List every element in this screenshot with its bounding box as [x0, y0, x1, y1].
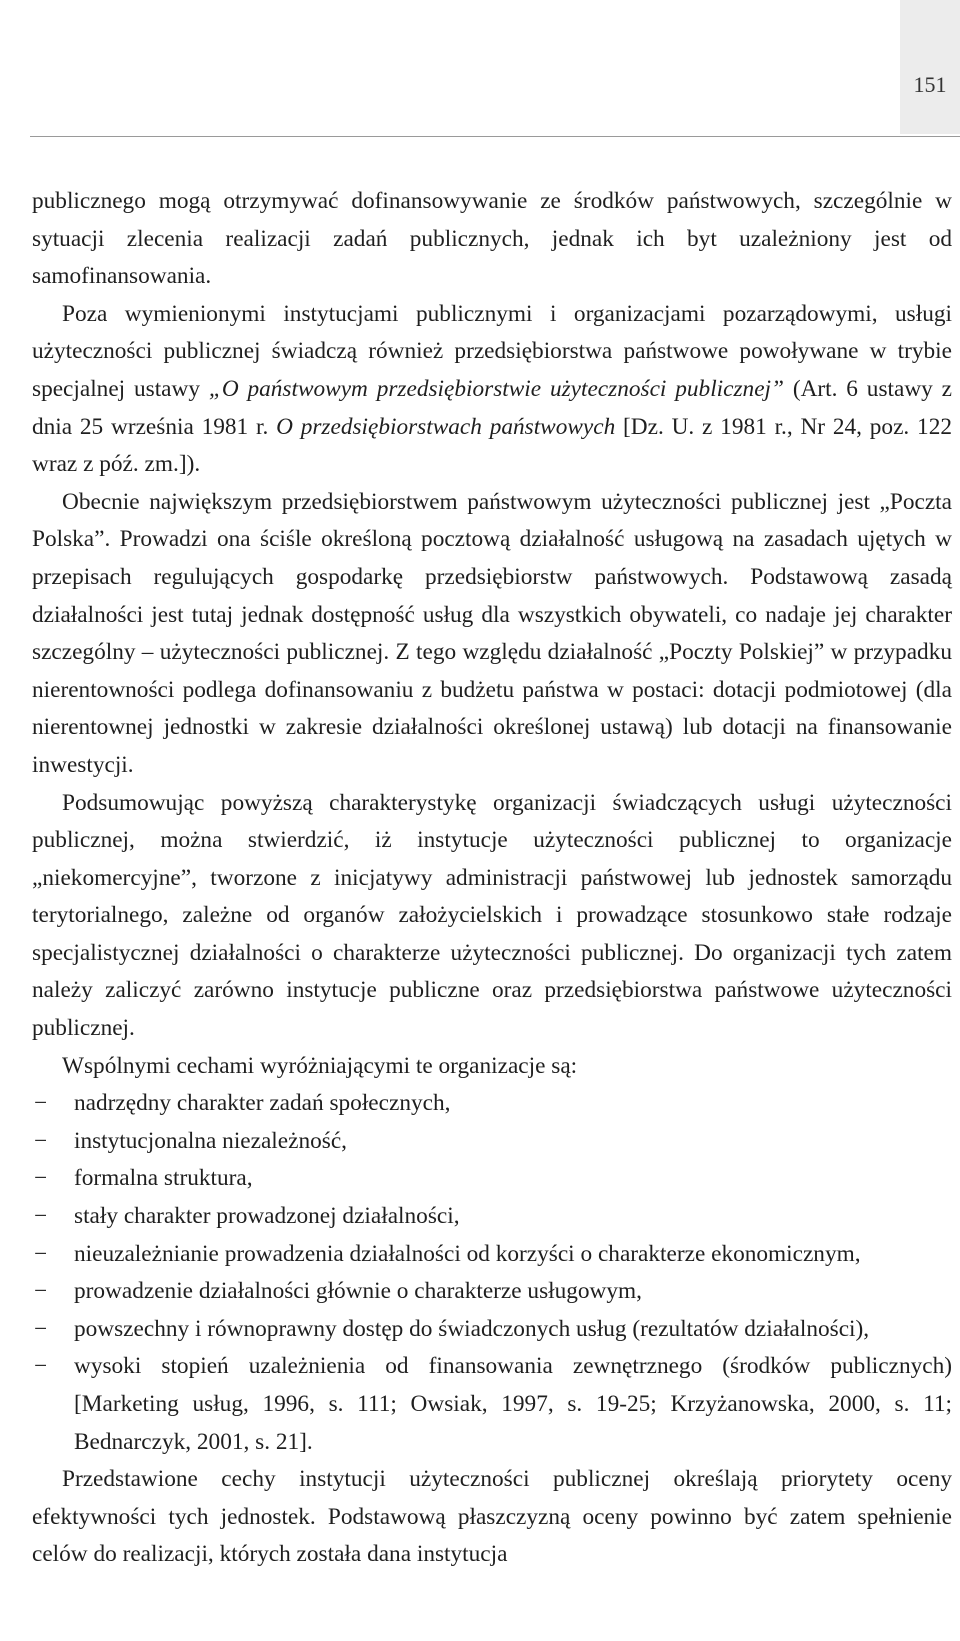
list-item — [32, 1085, 952, 1123]
dash-bullet: − — [34, 1127, 48, 1154]
paragraph-2-text-a: Poza wymienionymi instytucjami publicznymi i organizacjami pozarządowymi, usługi użyteczności publicznej świadczą również przedsiębiorstwa państwowe powoływane w trybie specjalnej ustawy — [32, 300, 952, 402]
dash-bullet: − — [34, 1278, 48, 1305]
act-title-italic: „O państwowym przedsiębiorstwie użyteczności publicznej” — [208, 375, 784, 402]
list-item — [32, 1236, 952, 1274]
paragraph-2-text-e: [Dz. U. z 1981 r., Nr 24, poz. 122 wraz z póź. zm.]). — [32, 413, 952, 478]
list-item-text: nadrzędny charakter zadań społecznych, — [74, 1090, 451, 1117]
list-item-text: prowadzenie działalności głównie o charakterze usługowym, — [74, 1278, 642, 1305]
list-item-text: wysoki stopień uzależnienia od finansowania zewnętrznego (środków publicznych) [Marketing usług, 1996, s. 111; Owsiak, 1997, s. 19-25; Krzyżanowska, 2000, s. 11; Bednarczyk, 2001, s. 21]. — [74, 1353, 952, 1455]
list-item-text: instytucjonalna niezależność, — [74, 1127, 347, 1154]
paragraph-4: Podsumowując powyższą charakterystykę organizacji świadczących usługi użyteczności publicznej, można stwierdzić, iż instytucje użyteczności publicznej to organizacje „niekomercyjne”, tworzone z inicjatywy administracji państwowej lub jednostek samorządu terytorialnego, zależne od organów założycielskich i prowadzące stosunkowo stałe rodzaje specjalistycznej działalności o charakterze użyteczności publicznej. Do organizacji tych zatem należy zaliczyć zarówno instytucje publiczne oraz przedsiębiorstwa państwowe użyteczności publicznej. — [32, 789, 952, 1042]
paragraph-1: publicznego mogą otrzymywać dofinansowywanie ze środków państwowych, szczególnie w sytuacji zlecenia realizacji zadań publicznych, jednak ich byt uzależniony jest od samofinansowania. — [32, 188, 952, 290]
dash-bullet: − — [34, 1353, 48, 1380]
list-item-text: powszechny i równoprawny dostęp do świadczonych usług (rezultatów działalności), — [74, 1315, 870, 1342]
paragraph-2 — [32, 296, 952, 484]
paragraph-2-text-c: (Art. 6 ustawy z dnia 25 września 1981 r. — [32, 375, 952, 440]
header-divider — [30, 136, 960, 137]
paragraph-3: Obecnie największym przedsiębiorstwem państwowym użyteczności publicznej jest „Poczta Polska”. Prowadzi ona ściśle określoną pocztową działalność usługową na zasadach ujętych w przepisach regulujących gospodarkę przedsiębiorstw państwowych. Podstawową zasadą działalności jest tutaj jednak dostępność usług dla wszystkich obywateli, co nadaje jej charakter szczególny – użyteczności publicznej. Z tego względu działalność „Poczty Polskiej” w przypadku nierentowności podlega dofinansowaniu z budżetu państwa w postaci: dotacji podmiotowej (dla nierentownej jednostki w zakresie działalności określonej ustawą) lub dotacji na finansowanie inwestycji. — [32, 488, 952, 778]
paragraph-5: Wspólnymi cechami wyróżniającymi te organizacje są: — [62, 1052, 578, 1079]
page-header — [0, 0, 960, 140]
dash-bullet: − — [34, 1240, 48, 1267]
list-item — [32, 1123, 952, 1161]
features-list — [32, 1085, 952, 1461]
page-number-tab — [900, 0, 960, 134]
list-item — [32, 1160, 952, 1198]
dash-bullet: − — [34, 1203, 48, 1230]
list-item — [32, 1348, 952, 1461]
paragraph-6: Przedstawione cechy instytucji użyteczności publicznej określają priorytety oceny efektywności tych jednostek. Podstawową płaszczyzną oceny powinno być zatem spełnienie celów do realizacji, których została dana instytucja — [32, 1466, 952, 1568]
dash-bullet: − — [34, 1090, 48, 1117]
act-name-italic: O przedsiębiorstwach państwowych — [276, 413, 616, 440]
list-item-text: formalna struktura, — [74, 1165, 253, 1192]
dash-bullet: − — [34, 1165, 48, 1192]
list-item — [32, 1311, 952, 1349]
list-item — [32, 1198, 952, 1236]
page-number: 151 — [913, 72, 947, 97]
dash-bullet: − — [34, 1315, 48, 1342]
list-item-text: stały charakter prowadzonej działalności, — [74, 1203, 460, 1230]
list-item — [32, 1273, 952, 1311]
page-body — [32, 183, 952, 1574]
list-item-text: nieuzależnianie prowadzenia działalności od korzyści o charakterze ekonomicznym, — [74, 1240, 861, 1267]
